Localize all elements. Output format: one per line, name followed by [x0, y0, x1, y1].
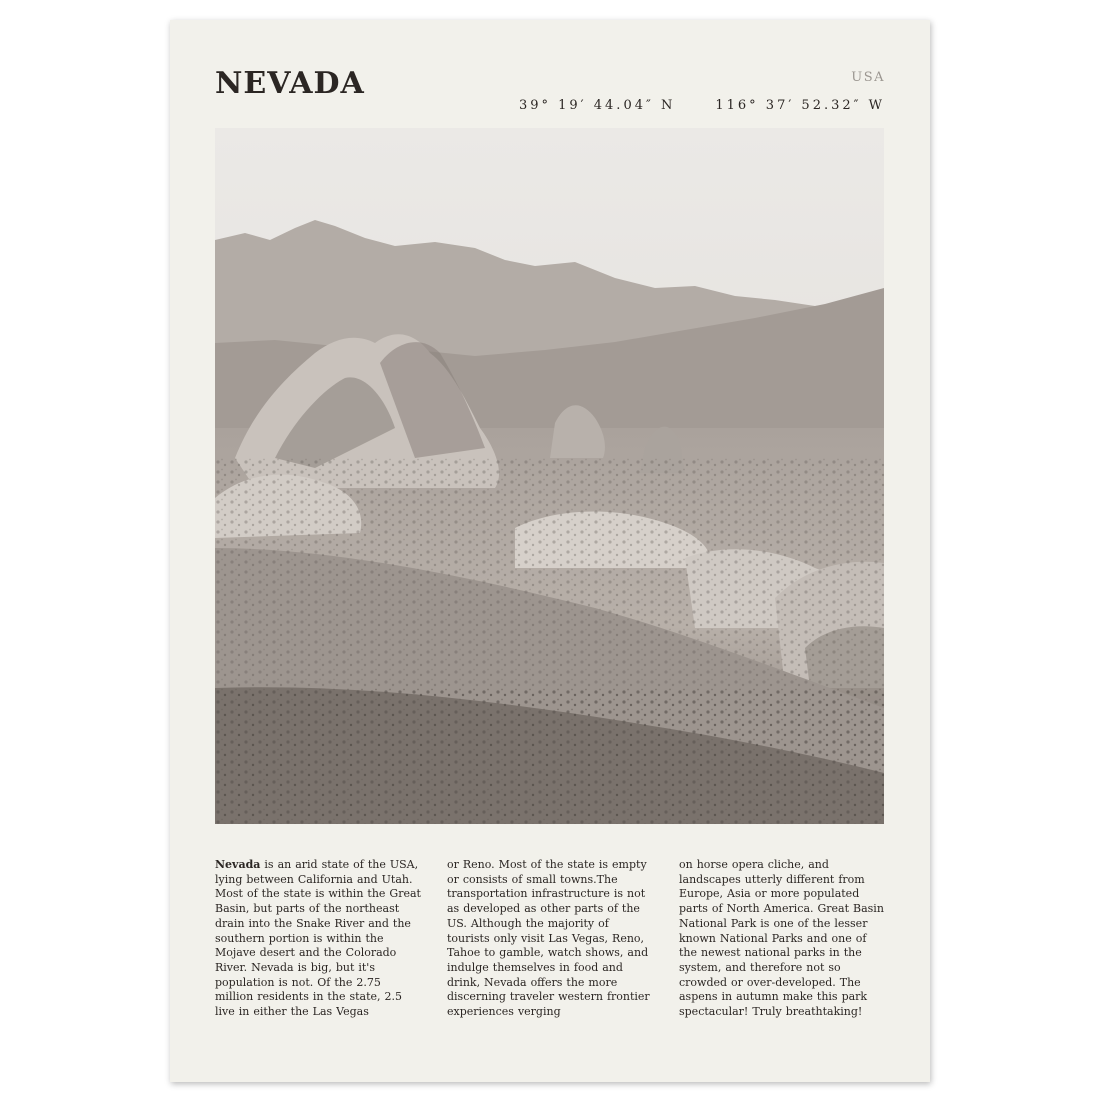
desert-landscape-photo	[215, 128, 884, 824]
coordinates	[519, 98, 885, 113]
longitude: 116° 37′ 52.32″ W	[715, 98, 885, 113]
description-column-3: on horse opera cliche, and landscapes utterly different from Europe, Asia or more populated parts of North America. Great Basin National Park is one of the lesser known National Parks and one of the newest national parks in the system, and therefore not so crowded or over-developed. The aspens in autumn make this park spectacular! Truly breathtaking!	[679, 858, 884, 1019]
poster	[170, 20, 930, 1082]
latitude: 39° 19′ 44.04″ N	[518, 98, 676, 113]
poster-title: NEVADA	[215, 66, 365, 101]
description-column-1-text: is an arid state of the USA, lying between California and Utah. Most of the state is within the Great Basin, but parts of the northeast drain into the Snake River and the southern portion is within the Mojave desert and the Colorado River. Nevada is big, but it's population is not. Of the 2.75 million residents in the state, 2.5 live in either the Las Vegas	[215, 858, 421, 1019]
description-column-1	[215, 858, 421, 1068]
description	[215, 858, 885, 1068]
description-lead: Nevada	[215, 858, 261, 871]
country-label: USA	[851, 70, 885, 85]
description-column-2: or Reno. Most of the state is empty or consists of small towns.The transportation infrastructure is not as developed as other parts of the US. Although the majority of tourists only visit Las Vegas, Reno, Tahoe to gamble, watch shows, and indulge themselves in food and drink, Nevada offers the more discerning traveler western frontier experiences verging	[447, 858, 650, 1019]
